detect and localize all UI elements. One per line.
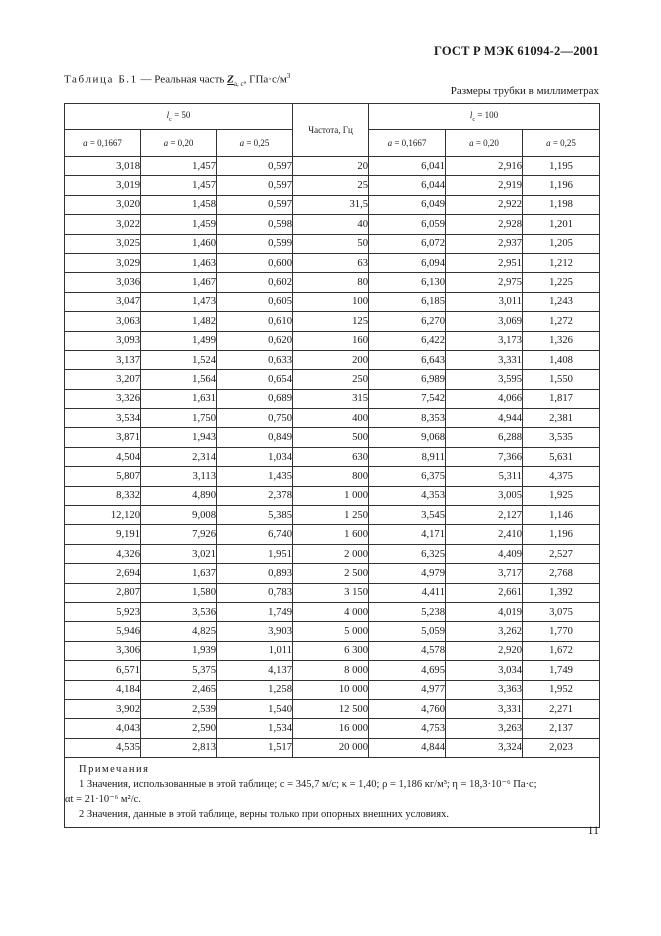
- value-cell: 5,385: [217, 506, 293, 525]
- subheader-left-a01667: a = 0,1667: [65, 130, 141, 157]
- value-cell: 1,943: [141, 428, 217, 447]
- value-cell: 9,008: [141, 506, 217, 525]
- value-cell: 2,951: [446, 253, 523, 272]
- value-cell: 2,590: [141, 719, 217, 738]
- value-cell: 6,049: [369, 195, 446, 214]
- value-cell: 6,130: [369, 273, 446, 292]
- value-cell: 1,939: [141, 641, 217, 660]
- impedance-symbol: Z: [227, 73, 234, 86]
- value-cell: 3,018: [65, 157, 141, 176]
- value-cell: 1,517: [217, 738, 293, 757]
- table-row: [65, 331, 600, 350]
- value-cell: 3,025: [65, 234, 141, 253]
- value-cell: 4,760: [369, 699, 446, 718]
- table-row: [65, 409, 600, 428]
- table-row: [65, 661, 600, 680]
- value-cell: 6,041: [369, 157, 446, 176]
- value-cell: 6,270: [369, 312, 446, 331]
- frequency-cell: 25: [293, 176, 369, 195]
- value-cell: 6,094: [369, 253, 446, 272]
- table-row: [65, 680, 600, 699]
- value-cell: 2,922: [446, 195, 523, 214]
- frequency-cell: 125: [293, 312, 369, 331]
- group-header-lc50: $l_c = 50$: [65, 104, 293, 130]
- value-cell: 1,272: [523, 312, 600, 331]
- value-cell: 0,849: [217, 428, 293, 447]
- table-row: [65, 389, 600, 408]
- value-cell: 0,598: [217, 215, 293, 234]
- value-cell: 6,375: [369, 467, 446, 486]
- value-cell: 6,288: [446, 428, 523, 447]
- frequency-cell: 100: [293, 292, 369, 311]
- value-cell: 2,539: [141, 699, 217, 718]
- value-cell: 1,540: [217, 699, 293, 718]
- data-table: [64, 103, 600, 828]
- subheader-right-a01667: a = 0,1667: [369, 130, 446, 157]
- value-cell: 4,504: [65, 447, 141, 466]
- value-cell: 1,201: [523, 215, 600, 234]
- value-cell: 6,044: [369, 176, 446, 195]
- value-cell: 3,207: [65, 370, 141, 389]
- value-cell: 1,952: [523, 680, 600, 699]
- value-cell: 9,068: [369, 428, 446, 447]
- value-cell: 3,331: [446, 699, 523, 718]
- frequency-cell: 400: [293, 409, 369, 428]
- value-cell: 5,923: [65, 602, 141, 621]
- frequency-cell: 6 300: [293, 641, 369, 660]
- units-note: Размеры трубки в миллиметрах: [450, 85, 599, 97]
- frequency-cell: 2 500: [293, 564, 369, 583]
- table-row: [65, 622, 600, 641]
- table-row: [65, 370, 600, 389]
- value-cell: 0,610: [217, 312, 293, 331]
- value-cell: 3,047: [65, 292, 141, 311]
- frequency-cell: 500: [293, 428, 369, 447]
- table-row: [65, 525, 600, 544]
- value-cell: 0,893: [217, 564, 293, 583]
- value-cell: 3,005: [446, 486, 523, 505]
- value-cell: 2,527: [523, 544, 600, 563]
- value-cell: 2,271: [523, 699, 600, 718]
- value-cell: 4,825: [141, 622, 217, 641]
- value-cell: 6,422: [369, 331, 446, 350]
- value-cell: 1,637: [141, 564, 217, 583]
- value-cell: 4,890: [141, 486, 217, 505]
- frequency-cell: 2 000: [293, 544, 369, 563]
- value-cell: 1,011: [217, 641, 293, 660]
- value-cell: 12,120: [65, 506, 141, 525]
- value-cell: 1,749: [523, 661, 600, 680]
- value-cell: 3,545: [369, 506, 446, 525]
- value-cell: 0,633: [217, 350, 293, 369]
- value-cell: 3,595: [446, 370, 523, 389]
- value-cell: 3,021: [141, 544, 217, 563]
- value-cell: 0,689: [217, 389, 293, 408]
- value-cell: 0,654: [217, 370, 293, 389]
- value-cell: 0,750: [217, 409, 293, 428]
- table-row: [65, 544, 600, 563]
- value-cell: 0,600: [217, 253, 293, 272]
- value-cell: 5,059: [369, 622, 446, 641]
- frequency-cell: 20 000: [293, 738, 369, 757]
- value-cell: 1,326: [523, 331, 600, 350]
- impedance-subscript: a, c: [233, 79, 244, 88]
- value-cell: 2,378: [217, 486, 293, 505]
- value-cell: 1,564: [141, 370, 217, 389]
- value-cell: 1,212: [523, 253, 600, 272]
- table-row: [65, 506, 600, 525]
- value-cell: 4,753: [369, 719, 446, 738]
- subheader-right-a025: a = 0,25: [523, 130, 600, 157]
- page-number: 11: [587, 823, 599, 837]
- value-cell: 1,205: [523, 234, 600, 253]
- value-cell: 1,225: [523, 273, 600, 292]
- value-cell: 2,661: [446, 583, 523, 602]
- note-2: 2 Значения, данные в этой таблице, верны только при опорных внешних условиях.: [79, 809, 450, 821]
- value-cell: 5,375: [141, 661, 217, 680]
- subheader-left-a025: a = 0,25: [217, 130, 293, 157]
- table-row: [65, 486, 600, 505]
- value-cell: 1,459: [141, 215, 217, 234]
- table-row: [65, 350, 600, 369]
- frequency-cell: 315: [293, 389, 369, 408]
- value-cell: 1,951: [217, 544, 293, 563]
- value-cell: 1,925: [523, 486, 600, 505]
- table-row: [65, 583, 600, 602]
- value-cell: 1,146: [523, 506, 600, 525]
- frequency-cell: 12 500: [293, 699, 369, 718]
- value-cell: 0,599: [217, 234, 293, 253]
- value-cell: 6,740: [217, 525, 293, 544]
- frequency-cell: 8 000: [293, 661, 369, 680]
- value-cell: 0,620: [217, 331, 293, 350]
- value-cell: 3,717: [446, 564, 523, 583]
- value-cell: 4,695: [369, 661, 446, 680]
- value-cell: 3,903: [217, 622, 293, 641]
- value-cell: 6,571: [65, 661, 141, 680]
- value-cell: 3,363: [446, 680, 523, 699]
- value-cell: 3,019: [65, 176, 141, 195]
- value-cell: 1,457: [141, 157, 217, 176]
- frequency-cell: 160: [293, 331, 369, 350]
- value-cell: 4,844: [369, 738, 446, 757]
- value-cell: 4,019: [446, 602, 523, 621]
- value-cell: 9,191: [65, 525, 141, 544]
- note-1-continuation: αt = 21·10⁻⁶ м²/с.: [65, 794, 141, 806]
- value-cell: 3,034: [446, 661, 523, 680]
- value-cell: 2,928: [446, 215, 523, 234]
- frequency-cell: 31,5: [293, 195, 369, 214]
- value-cell: 6,989: [369, 370, 446, 389]
- value-cell: 3,011: [446, 292, 523, 311]
- value-cell: 1,631: [141, 389, 217, 408]
- value-cell: 2,381: [523, 409, 600, 428]
- value-cell: 4,535: [65, 738, 141, 757]
- frequency-cell: 80: [293, 273, 369, 292]
- table-label: Таблица Б.1: [64, 73, 138, 86]
- value-cell: 5,946: [65, 622, 141, 641]
- value-cell: 3,534: [65, 409, 141, 428]
- document-code: ГОСТ Р МЭК 61094-2—2001: [434, 44, 599, 58]
- value-cell: 0,602: [217, 273, 293, 292]
- value-cell: 0,783: [217, 583, 293, 602]
- value-cell: 1,195: [523, 157, 600, 176]
- frequency-cell: 4 000: [293, 602, 369, 621]
- table-row: [65, 719, 600, 738]
- frequency-cell: 1 000: [293, 486, 369, 505]
- table-row: [65, 215, 600, 234]
- value-cell: 2,807: [65, 583, 141, 602]
- value-cell: 3,262: [446, 622, 523, 641]
- table-row: [65, 292, 600, 311]
- frequency-cell: 800: [293, 467, 369, 486]
- group-header-lc100: $l_c = 100$: [369, 104, 600, 130]
- value-cell: 1,467: [141, 273, 217, 292]
- value-cell: 7,542: [369, 389, 446, 408]
- value-cell: 1,770: [523, 622, 600, 641]
- value-cell: 8,911: [369, 447, 446, 466]
- caption-unit-exponent: 3: [286, 72, 291, 80]
- value-cell: 3,306: [65, 641, 141, 660]
- value-cell: 3,069: [446, 312, 523, 331]
- table-row: [65, 428, 600, 447]
- value-cell: 2,023: [523, 738, 600, 757]
- value-cell: 2,465: [141, 680, 217, 699]
- table-row: [65, 234, 600, 253]
- value-cell: 3,093: [65, 331, 141, 350]
- value-cell: 3,036: [65, 273, 141, 292]
- table-row: [65, 602, 600, 621]
- value-cell: 6,185: [369, 292, 446, 311]
- value-cell: 2,314: [141, 447, 217, 466]
- value-cell: 3,173: [446, 331, 523, 350]
- caption-unit: , ГПа·с/м: [243, 73, 287, 86]
- table-row: [65, 176, 600, 195]
- value-cell: 7,366: [446, 447, 523, 466]
- table-row: [65, 157, 600, 176]
- value-cell: 3,113: [141, 467, 217, 486]
- value-cell: 1,524: [141, 350, 217, 369]
- value-cell: 3,022: [65, 215, 141, 234]
- value-cell: 4,171: [369, 525, 446, 544]
- value-cell: 4,326: [65, 544, 141, 563]
- value-cell: 1,258: [217, 680, 293, 699]
- frequency-cell: 20: [293, 157, 369, 176]
- value-cell: 4,184: [65, 680, 141, 699]
- value-cell: 4,578: [369, 641, 446, 660]
- value-cell: 2,919: [446, 176, 523, 195]
- table-row: [65, 738, 600, 757]
- table-row: [65, 273, 600, 292]
- table-row: [65, 564, 600, 583]
- value-cell: 3,324: [446, 738, 523, 757]
- value-cell: 1,243: [523, 292, 600, 311]
- value-cell: 2,813: [141, 738, 217, 757]
- value-cell: 1,473: [141, 292, 217, 311]
- value-cell: 3,137: [65, 350, 141, 369]
- frequency-cell: 3 150: [293, 583, 369, 602]
- value-cell: 1,482: [141, 312, 217, 331]
- frequency-cell: 630: [293, 447, 369, 466]
- value-cell: 2,975: [446, 273, 523, 292]
- value-cell: 4,066: [446, 389, 523, 408]
- subheader-left-a020: a = 0,20: [141, 130, 217, 157]
- value-cell: 5,311: [446, 467, 523, 486]
- value-cell: 8,332: [65, 486, 141, 505]
- note-1: 1 Значения, использованные в этой таблице; c = 345,7 м/с; κ = 1,40; ρ = 1,186 кг/м³; η = 18,3·10⁻⁶ Па·с;: [79, 779, 537, 791]
- value-cell: 3,331: [446, 350, 523, 369]
- value-cell: 2,137: [523, 719, 600, 738]
- value-cell: 4,977: [369, 680, 446, 699]
- table-row: [65, 195, 600, 214]
- value-cell: 4,409: [446, 544, 523, 563]
- table-row: [65, 253, 600, 272]
- notes-block: [65, 758, 600, 828]
- value-cell: 4,043: [65, 719, 141, 738]
- frequency-cell: 10 000: [293, 680, 369, 699]
- value-cell: 2,916: [446, 157, 523, 176]
- value-cell: 2,410: [446, 525, 523, 544]
- value-cell: 6,643: [369, 350, 446, 369]
- value-cell: 6,072: [369, 234, 446, 253]
- frequency-header: Частота, Гц: [293, 104, 369, 157]
- value-cell: 1,580: [141, 583, 217, 602]
- value-cell: 1,457: [141, 176, 217, 195]
- value-cell: 2,768: [523, 564, 600, 583]
- value-cell: 4,375: [523, 467, 600, 486]
- value-cell: 1,750: [141, 409, 217, 428]
- value-cell: 1,196: [523, 525, 600, 544]
- value-cell: 1,198: [523, 195, 600, 214]
- value-cell: 3,063: [65, 312, 141, 331]
- value-cell: 0,597: [217, 195, 293, 214]
- value-cell: 3,871: [65, 428, 141, 447]
- table-body: [65, 157, 600, 758]
- frequency-cell: 1 250: [293, 506, 369, 525]
- value-cell: 0,605: [217, 292, 293, 311]
- value-cell: 6,325: [369, 544, 446, 563]
- value-cell: 1,435: [217, 467, 293, 486]
- value-cell: 1,499: [141, 331, 217, 350]
- frequency-cell: 16 000: [293, 719, 369, 738]
- value-cell: 3,536: [141, 602, 217, 621]
- value-cell: 5,631: [523, 447, 600, 466]
- value-cell: 1,550: [523, 370, 600, 389]
- value-cell: 1,458: [141, 195, 217, 214]
- value-cell: 2,937: [446, 234, 523, 253]
- frequency-cell: 50: [293, 234, 369, 253]
- value-cell: 1,817: [523, 389, 600, 408]
- value-cell: 4,944: [446, 409, 523, 428]
- table-caption: [64, 72, 290, 88]
- value-cell: 3,902: [65, 699, 141, 718]
- subheader-right-a020: a = 0,20: [446, 130, 523, 157]
- value-cell: 1,196: [523, 176, 600, 195]
- caption-text: — Реальная часть: [137, 73, 228, 86]
- value-cell: 1,749: [217, 602, 293, 621]
- table-row: [65, 641, 600, 660]
- value-cell: 1,392: [523, 583, 600, 602]
- value-cell: 3,029: [65, 253, 141, 272]
- value-cell: 4,353: [369, 486, 446, 505]
- value-cell: 3,075: [523, 602, 600, 621]
- value-cell: 5,238: [369, 602, 446, 621]
- frequency-cell: 200: [293, 350, 369, 369]
- frequency-cell: 5 000: [293, 622, 369, 641]
- value-cell: 0,597: [217, 176, 293, 195]
- value-cell: 0,597: [217, 157, 293, 176]
- value-cell: 3,020: [65, 195, 141, 214]
- table-row: [65, 312, 600, 331]
- value-cell: 4,137: [217, 661, 293, 680]
- value-cell: 5,807: [65, 467, 141, 486]
- value-cell: 1,460: [141, 234, 217, 253]
- notes-title: Примечания: [79, 764, 150, 776]
- value-cell: 3,263: [446, 719, 523, 738]
- value-cell: 3,326: [65, 389, 141, 408]
- table-row: [65, 699, 600, 718]
- value-cell: 7,926: [141, 525, 217, 544]
- table-row: [65, 467, 600, 486]
- value-cell: 8,353: [369, 409, 446, 428]
- value-cell: 2,694: [65, 564, 141, 583]
- value-cell: 3,535: [523, 428, 600, 447]
- value-cell: 2,920: [446, 641, 523, 660]
- frequency-cell: 63: [293, 253, 369, 272]
- frequency-cell: 250: [293, 370, 369, 389]
- value-cell: 4,411: [369, 583, 446, 602]
- value-cell: 1,463: [141, 253, 217, 272]
- frequency-cell: 1 600: [293, 525, 369, 544]
- value-cell: 1,408: [523, 350, 600, 369]
- value-cell: 1,034: [217, 447, 293, 466]
- value-cell: 6,059: [369, 215, 446, 234]
- value-cell: 1,534: [217, 719, 293, 738]
- frequency-cell: 40: [293, 215, 369, 234]
- value-cell: 4,979: [369, 564, 446, 583]
- value-cell: 1,672: [523, 641, 600, 660]
- value-cell: 2,127: [446, 506, 523, 525]
- table-row: [65, 447, 600, 466]
